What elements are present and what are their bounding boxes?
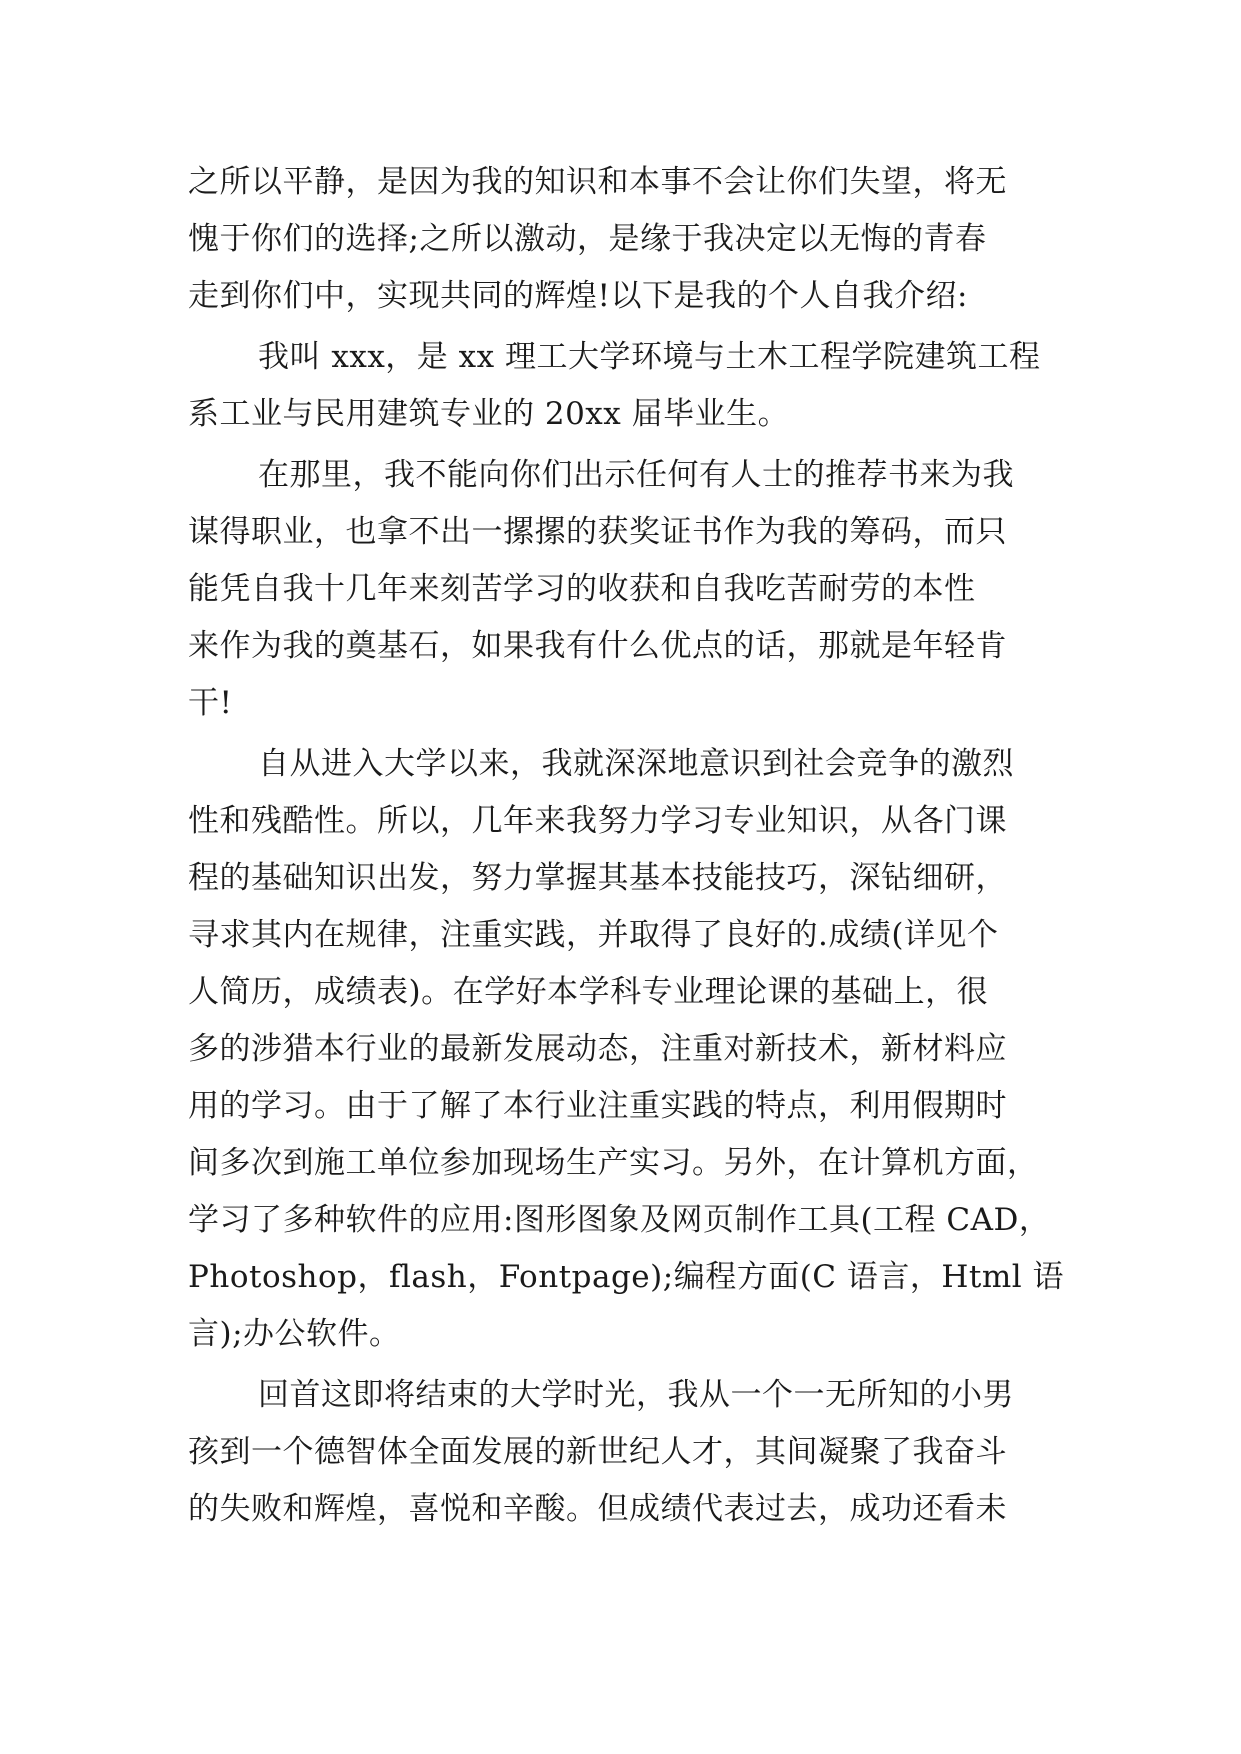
- text-line: 间多次到施工单位参加现场生产实习。另外，在计算机方面，: [188, 1145, 1039, 1181]
- text-line: 性和残酷性。所以，几年来我努力学习专业知识，从各门课: [188, 803, 1007, 839]
- text-line: 多的涉猎本行业的最新发展动态，注重对新技术，新材料应: [188, 1031, 1007, 1067]
- text-line: 言);办公软件。: [188, 1316, 401, 1352]
- text-line: 愧于你们的选择;之所以激动，是缘于我决定以无悔的青春: [188, 221, 987, 257]
- paragraph: [188, 329, 1068, 443]
- text-line: 干!: [188, 685, 233, 721]
- paragraph: [188, 154, 1068, 325]
- text-line: 在那里，我不能向你们出示任何有人士的推荐书来为我: [258, 457, 1014, 493]
- text-line: 回首这即将结束的大学时光，我从一个一无所知的小男: [258, 1377, 1014, 1413]
- text-line: 的失败和辉煌，喜悦和辛酸。但成绩代表过去，成功还看未: [188, 1491, 1007, 1527]
- text-line: 程的基础知识出发，努力掌握其基本技能技巧，深钻细研，: [188, 860, 1007, 896]
- text-line: 寻求其内在规律，注重实践，并取得了良好的.成绩(详见个: [188, 917, 999, 953]
- text-line: Photoshop，flash，Fontpage);编程方面(C 语言，Html 语: [188, 1259, 1065, 1295]
- text-line: 来作为我的奠基石，如果我有什么优点的话，那就是年轻肯: [188, 628, 1007, 664]
- paragraph: [188, 447, 1068, 732]
- document-body: [188, 154, 1068, 1538]
- text-line: 学习了多种软件的应用:图形图象及网页制作工具(工程 CAD，: [188, 1202, 1051, 1238]
- text-line: 之所以平静，是因为我的知识和本事不会让你们失望，将无: [188, 164, 1007, 200]
- text-line: 孩到一个德智体全面发展的新世纪人才，其间凝聚了我奋斗: [188, 1434, 1007, 1470]
- paragraph: [188, 1367, 1068, 1538]
- text-line: 我叫 xxx，是 xx 理工大学环境与土木工程学院建筑工程: [258, 339, 1041, 375]
- text-line: 能凭自我十几年来刻苦学习的收获和自我吃苦耐劳的本性: [188, 571, 976, 607]
- text-line: 用的学习。由于了解了本行业注重实践的特点，利用假期时: [188, 1088, 1007, 1124]
- text-line: 谋得职业，也拿不出一摞摞的获奖证书作为我的筹码，而只: [188, 514, 1007, 550]
- text-line: 走到你们中，实现共同的辉煌!以下是我的个人自我介绍:: [188, 278, 968, 314]
- text-line: 人简历，成绩表)。在学好本学科专业理论课的基础上，很: [188, 974, 989, 1010]
- text-line: 自从进入大学以来，我就深深地意识到社会竞争的激烈: [258, 746, 1014, 782]
- text-line: 系工业与民用建筑专业的 20xx 届毕业生。: [188, 396, 790, 432]
- paragraph: [188, 736, 1068, 1363]
